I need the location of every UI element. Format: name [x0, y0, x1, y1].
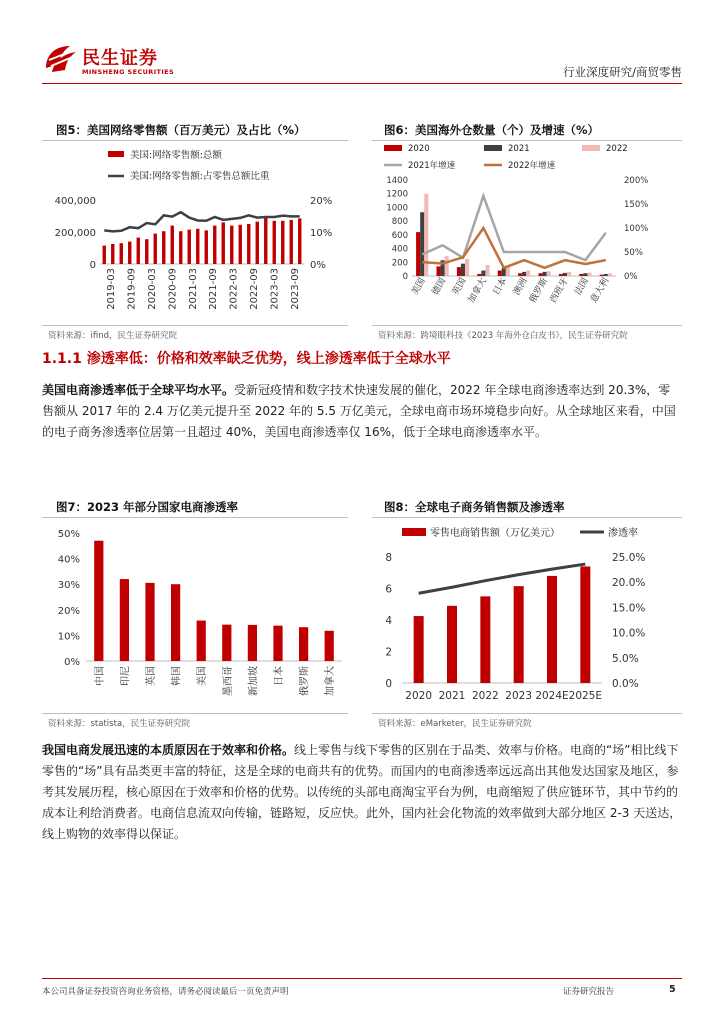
fig6-legend-label: 2021年增速: [408, 161, 456, 171]
fig5-bar: [179, 231, 182, 264]
fig6-bar-2022: [587, 273, 591, 276]
fig6-bar-2020: [600, 275, 604, 276]
fig6-x-tick: 澳洲: [512, 276, 530, 298]
fig8-y-right-tick: 10.0%: [612, 627, 646, 640]
fig6-legend-swatch: [582, 145, 600, 151]
fig5-bar: [222, 222, 225, 264]
fig5-y-left-tick: 400,000: [54, 196, 96, 207]
fig7-bar: [273, 626, 282, 661]
fig8-bar: [580, 566, 590, 683]
fig8-line-rate: [419, 564, 586, 593]
fig7-bar: [171, 584, 180, 661]
fig7-source-rule: [42, 713, 348, 714]
fig7-bar: [248, 625, 257, 661]
fig6-y-left-tick: 600: [391, 230, 408, 241]
fig6-bar-2020: [436, 266, 440, 276]
fig6-line-2021年增速: [422, 196, 606, 260]
fig8-source: 资料来源：eMarketer，民生证券研究院: [378, 719, 532, 729]
fig7-y-tick: 30%: [57, 580, 80, 592]
fig6-y-left-tick: 1400: [386, 176, 408, 186]
fig6-bar-2022: [485, 265, 489, 276]
fig6-x-tick: 德国: [430, 276, 449, 298]
fig8-bar: [547, 576, 557, 683]
paragraph-penetration: [42, 380, 682, 443]
fig6-bar-2022: [445, 256, 449, 276]
fig8-x-tick: 2021: [438, 690, 466, 702]
fig6-x-tick: 日本: [491, 276, 510, 298]
fig6-bar-2020: [538, 273, 542, 276]
fig8-title: 图8：全球电子商务销售额及渗透率: [384, 500, 565, 514]
fig5-bar: [154, 234, 157, 264]
fig6-legend-swatch: [484, 145, 502, 151]
fig6-y-left-tick: 800: [391, 217, 408, 228]
paragraph-penetration-lead: 美国电商渗透率低于全球平均水平。: [42, 383, 235, 397]
paragraph-efficiency-lead: 我国电商发展迅速的本质原因在于效率和价格。: [42, 743, 295, 757]
fig8-legend-swatch-sales: [402, 528, 426, 536]
fig5-bar: [103, 246, 106, 264]
fig7-x-tick: 印尼: [120, 666, 132, 686]
fig6-source-rule: [372, 325, 682, 326]
fig8-y-left-tick: 8: [385, 552, 392, 564]
fig7-title-rule: [42, 517, 348, 518]
fig5-x-tick: 2021-09: [208, 268, 220, 310]
fig7-x-tick: 英国: [146, 666, 157, 686]
fig5-x-tick: 2019-09: [126, 268, 138, 310]
fig5-x-tick: 2022-09: [249, 268, 260, 310]
fig6-title-rule: [372, 140, 682, 141]
fig7-bar: [222, 625, 231, 661]
fig5-bar: [239, 225, 242, 264]
fig7-bar: [325, 631, 334, 661]
fig5-bar: [281, 221, 284, 264]
fig5-x-tick: 2023-09: [289, 268, 301, 310]
paragraph-efficiency: [42, 740, 682, 845]
fig6-bar-2021: [420, 212, 424, 276]
fig5-x-tick: 2023-03: [269, 268, 281, 310]
fig5-source-rule: [42, 325, 348, 326]
fig7-x-tick: 墨西哥: [222, 666, 234, 696]
fig6-bar-2021: [481, 271, 485, 276]
brand-name: 民生证券: [82, 48, 158, 69]
fig8-legend-label-sales: 零售电商销售额（万亿美元）: [430, 528, 560, 539]
fig7-bar: [120, 579, 129, 661]
fig6-bar-2021: [563, 273, 567, 276]
fig5-title-rule: [42, 140, 348, 141]
fig8-y-left-tick: 4: [385, 615, 392, 627]
fig6-chart: [372, 142, 684, 322]
fig6-source: 资料来源：跨境眼科技《2023 年海外仓白皮书》，民生证券研究院: [378, 331, 628, 341]
minsheng-logo-icon: [42, 42, 78, 74]
fig6-x-tick: 意大利: [589, 276, 612, 305]
fig6-bar-2022: [608, 273, 612, 276]
fig8-bar: [480, 596, 490, 683]
fig5-bar: [128, 242, 131, 264]
paragraph-efficiency-body: 线上零售与线下零售的区别在于品类、效率与价格。电商的“场”相比线下零售的“场”具有品类更丰富的特征，这是全球的电商共有的优势。而国内的电商渗透率远远高出其他发达国家及地区，参考其发展历程，核心原因在于效率和价格的优势。以传统的头部电商淘宝平台为例，电商缩短了供应链环节，其中节约的成本让利给消费者。电商信息流双向传输，链路短，反应快。此外，国内社会化物流的效率做到大部分地区 2-3 天送达，线上购物的效率得以保证。: [42, 743, 682, 841]
fig6-y-right-tick: 0%: [624, 272, 638, 282]
paragraph-penetration-body: 受新冠疫情和数字技术快速发展的催化，2022 年全球电商渗透率达到 20.3%，零售额从 2017 年的 2.4 万亿美元提升至 2022 年的 5.5 万亿美元，全球电商市场环境稳步向好。从全球地区来看，中国的电子商务渗透率位居第一且超过 40%，美国电商渗透率仅 16%，低于全球电商渗透率水平。: [42, 383, 676, 439]
fig5-x-tick: 2020-03: [147, 268, 158, 310]
fig7-y-tick: 20%: [57, 605, 80, 617]
fig6-legend-label: 2022: [606, 144, 628, 154]
fig6-bar-2021: [583, 273, 587, 276]
fig5-bar: [247, 224, 250, 264]
fig6-bar-2022: [547, 271, 551, 276]
fig5-bar: [120, 243, 123, 264]
fig8-title-rule: [372, 517, 682, 518]
brand-name-en: MINSHENG SECURITIES: [82, 68, 175, 76]
fig6-y-right-tick: 200%: [624, 176, 649, 186]
fig7-x-tick: 新加坡: [248, 666, 260, 696]
fig6-bar-2021: [604, 274, 608, 276]
fig5-legend-label-share: 美国:网络零售额:占零售总额比重: [130, 171, 270, 182]
fig6-bar-2020: [457, 267, 461, 276]
fig6-y-right-tick: 100%: [624, 224, 649, 234]
report-category: 行业深度研究/商贸零售: [563, 65, 682, 79]
fig7-y-tick: 40%: [57, 554, 80, 566]
fig5-x-tick: 2021-03: [187, 268, 199, 310]
fig8-x-tick: 2025E: [568, 690, 603, 702]
fig5-bar: [162, 231, 165, 264]
fig6-bar-2020: [498, 271, 502, 276]
fig5-source: 资料来源：ifind，民生证券研究院: [48, 331, 177, 341]
fig6-bar-2022: [465, 259, 469, 276]
fig8-x-tick: 2023: [505, 690, 533, 702]
fig5-bar: [273, 221, 276, 264]
fig5-bar: [145, 239, 148, 264]
fig8-x-tick: 2024E: [535, 690, 569, 702]
fig8-y-right-tick: 15.0%: [612, 602, 646, 615]
fig6-bar-2021: [522, 272, 526, 276]
fig8-chart: [372, 519, 684, 711]
fig6-legend-label: 2022年增速: [508, 161, 556, 171]
fig8-y-right-tick: 0.0%: [612, 678, 639, 690]
fig8-y-left-tick: 2: [385, 646, 392, 659]
fig5-bar: [111, 244, 114, 264]
fig5-y-right-tick: 20%: [310, 196, 333, 207]
fig6-bar-2020: [518, 273, 522, 276]
fig5-bar: [213, 226, 216, 264]
fig5-bar: [230, 226, 233, 264]
fig5-bar: [171, 226, 174, 264]
fig7-y-tick: 10%: [57, 631, 80, 643]
fig5-y-left-tick: 200,000: [54, 228, 96, 239]
fig8-legend-label-rate: 渗透率: [608, 528, 638, 539]
footer-divider: [42, 978, 682, 979]
fig6-x-tick: 俄罗斯: [528, 276, 551, 305]
fig7-source: 资料来源：statista，民生证券研究院: [48, 719, 191, 729]
fig8-y-right-tick: 25.0%: [612, 552, 646, 564]
fig5-bar: [137, 238, 140, 264]
fig6-legend-swatch: [384, 145, 402, 151]
fig8-bar: [514, 586, 524, 683]
fig7-x-tick: 加拿大: [325, 666, 337, 696]
fig6-line-2022年增速: [422, 228, 606, 268]
fig5-y-left-tick: 0: [89, 260, 96, 271]
fig7-title: 图7：2023 年部分国家电商渗透率: [56, 500, 239, 514]
fig6-bar-2022: [526, 271, 530, 276]
fig7-bar: [299, 627, 308, 661]
fig8-y-left-tick: 0: [385, 678, 392, 690]
fig8-x-tick: 2020: [405, 690, 433, 702]
fig8-source-rule: [372, 713, 682, 714]
fig5-legend-label-total: 美国:网络零售额:总额: [130, 150, 222, 161]
fig7-y-tick: 0%: [64, 657, 80, 668]
fig7-x-tick: 韩国: [171, 666, 183, 686]
fig6-bar-2021: [543, 272, 547, 276]
fig6-x-tick: 法国: [573, 276, 591, 298]
fig6-x-tick: 美国: [410, 276, 428, 298]
fig7-x-tick: 中国: [94, 666, 106, 686]
fig6-x-tick: 英国: [450, 276, 469, 298]
fig5-bar: [205, 230, 208, 264]
fig8-x-tick: 2022: [471, 690, 499, 702]
fig6-x-tick: 西班牙: [548, 276, 571, 305]
fig8-bar: [414, 616, 424, 683]
fig6-x-tick: 加拿大: [466, 276, 489, 305]
fig5-bar: [196, 229, 199, 264]
fig7-bar: [145, 583, 154, 661]
fig6-y-left-tick: 200: [391, 258, 408, 269]
fig5-legend-swatch-total: [108, 151, 124, 157]
fig6-bar-2020: [416, 232, 420, 276]
fig6-bar-2020: [477, 274, 481, 276]
fig8-bar: [447, 606, 457, 683]
fig6-y-left-tick: 1000: [386, 203, 408, 214]
fig6-bar-2020: [579, 274, 583, 276]
fig6-bar-2022: [567, 272, 571, 276]
fig5-x-tick: 2019-03: [106, 268, 118, 310]
fig6-legend-label: 2020: [408, 144, 430, 154]
fig6-y-left-tick: 1200: [386, 189, 408, 200]
fig5-x-tick: 2022-03: [228, 268, 240, 310]
fig6-y-left-tick: 400: [391, 244, 408, 255]
fig5-line-share: [104, 212, 300, 231]
fig5-bar: [256, 222, 259, 264]
fig6-y-right-tick: 50%: [624, 248, 643, 258]
fig7-x-tick: 美国: [197, 666, 209, 686]
section-heading: 1.1.1 渗透率低：价格和效率缺乏优势，线上渗透率低于全球水平: [42, 351, 451, 367]
fig5-chart: [42, 142, 352, 322]
fig5-y-right-tick: 0%: [310, 260, 326, 271]
fig6-legend-label: 2021: [508, 144, 530, 154]
fig7-x-tick: 日本: [274, 666, 285, 686]
fig5-bar: [298, 218, 301, 264]
footer-report-type: 证券研究报告: [563, 987, 615, 997]
fig8-y-left-tick: 6: [385, 583, 392, 596]
fig7-y-tick: 50%: [57, 529, 80, 540]
fig6-y-left-tick: 0: [402, 272, 408, 282]
fig5-bar: [290, 220, 293, 264]
footer-disclaimer: 本公司具备证券投资咨询业务资格，请务必阅读最后一页免责声明: [42, 987, 289, 997]
fig5-y-right-tick: 10%: [310, 228, 333, 239]
fig5-bar: [264, 218, 267, 264]
fig8-y-right-tick: 20.0%: [612, 577, 646, 590]
fig6-bar-2020: [559, 274, 563, 276]
fig5-title: 图5：美国网络零售额（百万美元）及占比（%）: [56, 123, 306, 137]
fig7-bar: [197, 621, 206, 661]
fig7-bar: [94, 541, 103, 661]
fig7-x-tick: 俄罗斯: [299, 666, 311, 696]
fig8-y-right-tick: 5.0%: [612, 652, 639, 665]
page-number: 5: [669, 984, 676, 995]
fig7-chart: [42, 519, 352, 709]
fig5-bar: [188, 230, 191, 264]
fig6-bar-2021: [461, 264, 465, 276]
header-divider: [42, 83, 682, 84]
fig6-title: 图6：美国海外仓数量（个）及增速（%）: [384, 123, 600, 137]
fig6-y-right-tick: 150%: [624, 200, 649, 210]
fig5-x-tick: 2020-09: [167, 268, 179, 310]
